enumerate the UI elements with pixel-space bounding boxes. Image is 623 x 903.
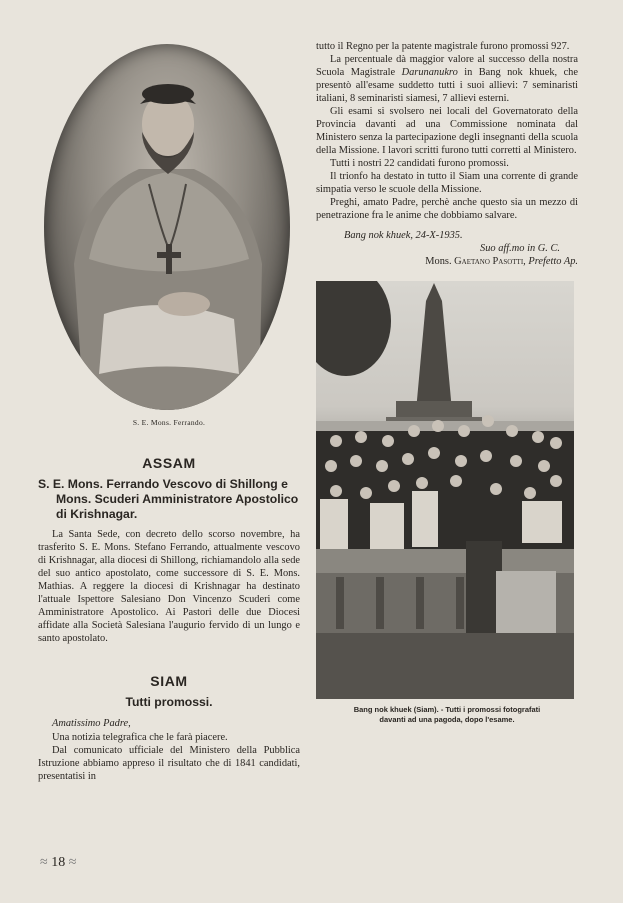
page-number-text: 18 xyxy=(51,855,66,870)
photo-caption-line: davanti ad una pagoda, dopo l'esame. xyxy=(379,715,515,724)
right-column xyxy=(316,40,578,725)
signature-place-date: Bang nok khuek, 24-X-1935. xyxy=(344,230,463,241)
section-title-siam: SIAM xyxy=(150,673,188,689)
page-number: ≈ 18 ≈ xyxy=(40,855,77,870)
group-photo-image xyxy=(316,281,574,699)
signature-closing: Suo aff.mo in G. C. xyxy=(480,243,560,254)
text-span: Mons. xyxy=(425,256,455,267)
signature-name xyxy=(316,256,578,267)
photo-caption xyxy=(316,705,578,725)
letter-paragraph: Una notizia telegrafica che le farà piacere. xyxy=(52,732,228,743)
letter-paragraph: Tutti i nostri 22 candidati furono promossi. xyxy=(330,158,509,169)
letter-paragraph: Il trionfo ha destato in tutto il Siam una corrente di grande simpatia verso le scuole della Missione. xyxy=(316,171,578,195)
school-name: Darunanukro xyxy=(401,67,458,78)
text-span: La percentuale dà maggior valore al successo della nostra Scuola Magistrale xyxy=(316,54,578,78)
left-column xyxy=(38,40,300,783)
letter-paragraph xyxy=(316,53,578,105)
article-body-assam: La Santa Sede, con decreto dello scorso novembre, ha trasferito S. E. Mons. Stefano Ferrando, attualmente vescovo di Krishnagar, alla diocesi di Shillong, richiamandolo alla sede del suo antico apostolato, come successore di S. E. Mons. Mathias. A reggere la diocesi di Krishnagar ha destinato l'attuale Ispettore Salesiano Don Vincenzo Scuderi come Amministratore Apostolico. Ai Pastori delle due Diocesi affidate alla Società Salesiana l'augurio fervido di un lungo e santo apostolato. xyxy=(38,529,300,644)
signer-title: , Prefetto Ap. xyxy=(523,256,578,267)
article-headline-siam: Tutti promossi. xyxy=(125,695,213,709)
letter-paragraph: Preghi, amato Padre, perchè anche questo sia un mezzo di penetrazione fra le anime che dobbiamo salvare. xyxy=(316,197,578,221)
portrait-caption: S. E. Mons. Ferrando. xyxy=(132,418,206,427)
section-title-assam: ASSAM xyxy=(142,455,196,471)
letter-salutation: Amatissimo Padre, xyxy=(52,718,131,729)
letter-paragraph: Dal comunicato ufficiale del Ministero della Pubblica Istruzione abbiamo appreso il risultato che di 1841 candidati, presentatisi in xyxy=(38,745,300,782)
signer-name: Gaetano Pasotti xyxy=(454,256,524,267)
text-span: in Bang nok khuek, che presentò all'esame suddetto tutti i suoi allievi: 7 seminaristi italiani, 8 seminaristi siamesi, 7 allievi esterni. xyxy=(316,67,578,104)
bishop-portrait-image xyxy=(44,44,290,410)
photo-caption-line: Bang nok khuek (Siam). - Tutti i promossi fotografati xyxy=(353,705,541,714)
letter-paragraph: Gli esami si svolsero nei locali del Governatorato della Provincia davanti ad una Commissione nominata dal Ministero senza la partecipazione degli insegnanti della scuola della Missione. I lavori scritti furono tutti corretti al Ministero. xyxy=(316,106,578,156)
letter-paragraph: tutto il Regno per la patente magistrale furono promossi 927. xyxy=(316,41,570,52)
article-headline-assam: S. E. Mons. Ferrando Vescovo di Shillong e Mons. Scuderi Amministratore Apostolico di Krishnagar. xyxy=(38,477,299,521)
